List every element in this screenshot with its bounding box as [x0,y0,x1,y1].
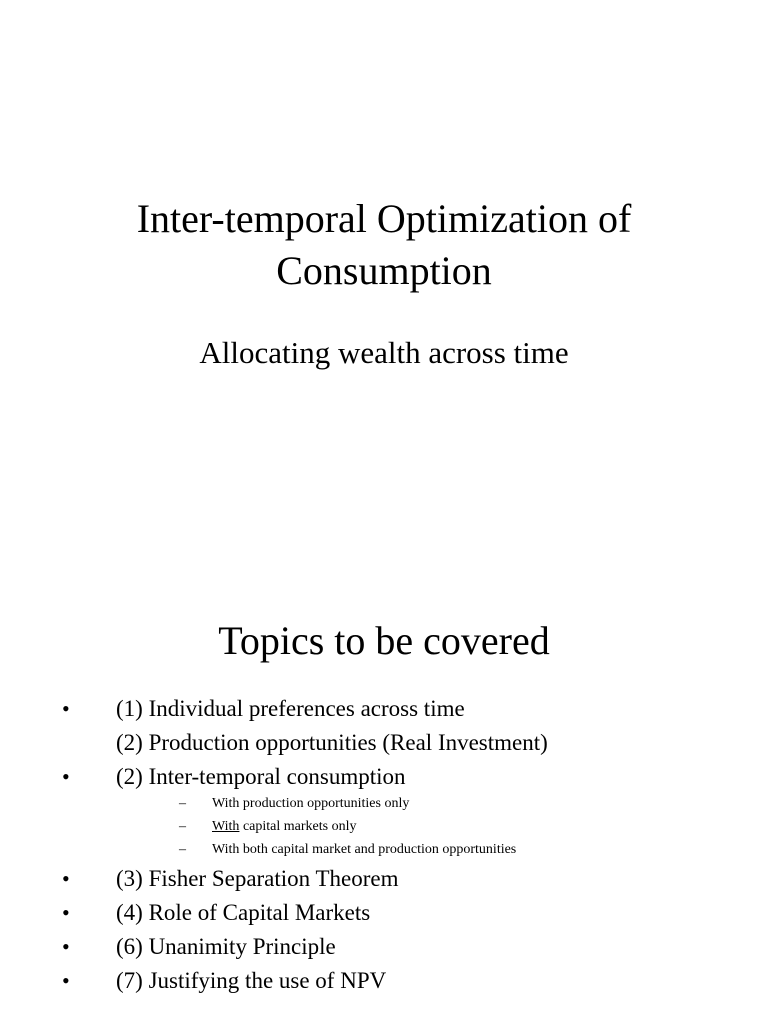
topic-text: (1) Individual preferences across time [116,696,465,721]
topic-text: (3) Fisher Separation Theorem [116,866,399,891]
bullet-icon: • [62,696,70,721]
topic-item [0,760,768,794]
bullet-icon: • [62,866,70,891]
bullet-icon: • [62,764,70,789]
subtopic-underlined-word: With [212,819,240,834]
subtopic-text [212,816,356,838]
topic-text: (2) Production opportunities (Real Investment) [116,730,548,755]
topic-text: (4) Role of Capital Markets [116,900,371,925]
topic-text: (7) Justifying the use of NPV [116,968,387,993]
dash-icon: – [179,796,186,811]
title-line-2: Consumption [276,248,492,293]
subtopic-item [0,793,768,815]
topics-list [0,512,768,1024]
topic-item [0,726,768,760]
subtopic-text: With both capital market and production opportunities [212,842,517,857]
topic-item [0,930,768,964]
dash-icon: – [179,819,186,834]
topics-title: Topics to be covered [218,618,550,663]
topic-item [0,964,768,998]
bullet-icon: • [62,900,70,925]
subtopic-rest: capital markets only [239,819,357,834]
bullet-icon: • [62,968,70,993]
topics-slide [0,512,768,1024]
slide-title [0,193,768,297]
topic-item [0,862,768,896]
subtopic-item [0,816,768,838]
topic-text: (2) Inter-temporal consumption [116,764,406,789]
topic-item [0,896,768,930]
subtopic-text: With production opportunities only [212,796,410,811]
slide-subtitle: Allocating wealth across time [199,335,569,370]
topic-item [0,692,768,726]
subtopic-item [0,839,768,861]
bullet-icon: • [62,934,70,959]
title-line-1: Inter-temporal Optimization of [136,196,632,241]
topic-text: (6) Unanimity Principle [116,934,336,959]
dash-icon: – [179,842,186,857]
